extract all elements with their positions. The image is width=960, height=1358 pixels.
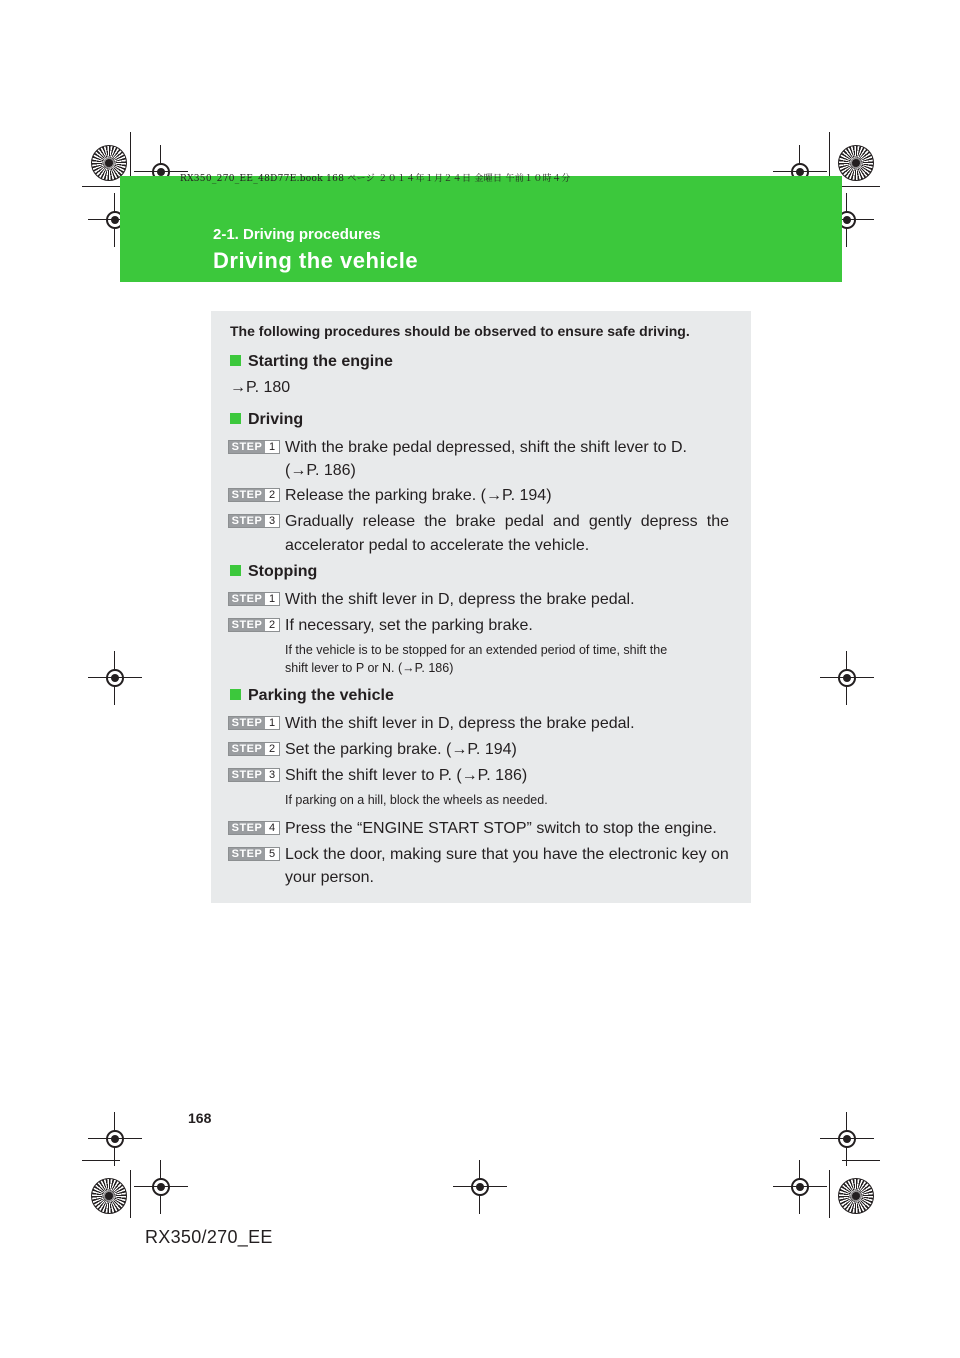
step-text: Set the parking brake. (→P. 194) — [285, 741, 517, 758]
section-label: 2-1. Driving procedures — [213, 226, 381, 243]
page-number: 168 — [188, 1110, 212, 1126]
step-badge: STEP 5 — [228, 847, 280, 861]
step-text-cont: your person. — [285, 869, 374, 886]
step-text: Press the “ENGINE START STOP” switch to stop the engine. — [285, 820, 717, 837]
step-badge: STEP 3 — [228, 514, 280, 528]
step-text: Lock the door, making sure that you have the electronic key on — [285, 846, 729, 863]
square-bullet-icon — [230, 565, 241, 576]
note-text: If parking on a hill, block the wheels as needed. — [285, 793, 548, 807]
step-text: With the brake pedal depressed, shift the shift lever to D. — [285, 439, 687, 456]
step-text-cont: accelerator pedal to accelerate the vehicle. — [285, 537, 590, 554]
step-text: If necessary, set the parking brake. — [285, 617, 533, 634]
trim-line — [842, 186, 880, 187]
trim-line — [130, 1170, 131, 1218]
step-badge: STEP 2 — [228, 488, 280, 502]
step-badge: STEP 1 — [228, 592, 280, 606]
step-badge: STEP 1 — [228, 716, 280, 730]
square-bullet-icon — [230, 413, 241, 424]
crosshair-icon — [465, 1172, 495, 1202]
intro-text: The following procedures should be observed to ensure safe driving. — [230, 323, 690, 339]
crosshair-icon — [785, 1172, 815, 1202]
step-badge: STEP 3 — [228, 768, 280, 782]
registration-wheel-icon — [838, 145, 874, 181]
file-stamp: RX350_270_EE_48D77E.book 168 ページ ２０１４年１月２４日 金曜日 午前１０時４分 — [180, 174, 571, 184]
trim-line — [829, 1170, 830, 1218]
step-badge: STEP 4 — [228, 821, 280, 835]
trim-line — [829, 132, 830, 176]
step-text: Gradually release the brake pedal and gently depress the — [285, 513, 729, 530]
square-bullet-icon — [230, 355, 241, 366]
crosshair-icon — [832, 663, 862, 693]
page-title: Driving the vehicle — [213, 248, 419, 273]
step-badge: STEP 1 — [228, 440, 280, 454]
crosshair-icon — [100, 663, 130, 693]
heading-starting-engine: Starting the engine — [230, 353, 393, 371]
trim-line — [82, 1160, 120, 1161]
registration-wheel-icon — [838, 1178, 874, 1214]
note-text: shift lever to P or N. (→P. 186) — [285, 661, 454, 675]
crosshair-icon — [146, 1172, 176, 1202]
heading-driving: Driving — [230, 411, 303, 429]
step-text: With the shift lever in D, depress the brake pedal. — [285, 591, 635, 608]
crosshair-icon — [832, 1124, 862, 1154]
trim-line — [130, 132, 131, 176]
registration-wheel-icon — [91, 1178, 127, 1214]
step-text: Shift the shift lever to P. (→P. 186) — [285, 767, 528, 784]
step-text: Release the parking brake. (→P. 194) — [285, 487, 552, 504]
step-badge: STEP 2 — [228, 742, 280, 756]
note-text: If the vehicle is to be stopped for an extended period of time, shift the — [285, 643, 668, 657]
model-label: RX350/270_EE — [145, 1227, 273, 1247]
crosshair-icon — [100, 1124, 130, 1154]
step-text: With the shift lever in D, depress the brake pedal. — [285, 715, 635, 732]
trim-line — [82, 186, 120, 187]
square-bullet-icon — [230, 689, 241, 700]
trim-line — [842, 1160, 880, 1161]
heading-stopping: Stopping — [230, 563, 317, 581]
step-text-cont: (→P. 186) — [285, 462, 356, 479]
heading-parking: Parking the vehicle — [230, 687, 394, 705]
step-badge: STEP 2 — [228, 618, 280, 632]
page-reference: →P. 180 — [230, 379, 291, 396]
